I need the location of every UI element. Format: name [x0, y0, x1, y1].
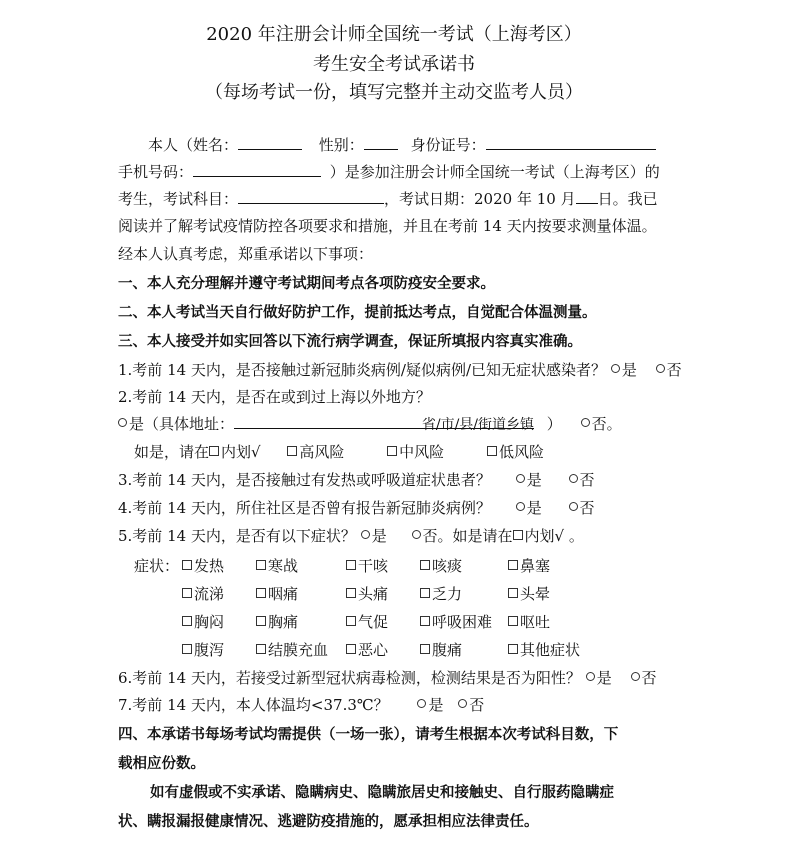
symptom-option[interactable] — [256, 583, 298, 604]
symptom-label: 咽痛 — [268, 585, 299, 603]
radio-circle-icon — [458, 699, 467, 708]
radio-circle-icon — [118, 418, 127, 427]
symptom-label: 寒战 — [268, 557, 299, 575]
q7-no-option[interactable]: 否 — [458, 696, 484, 714]
question-1 — [118, 359, 682, 380]
question-1-text: 1.考前 14 天内，是否接触过新冠肺炎病例/疑似病例/已知无症状感染者？ — [118, 361, 607, 379]
q6-no-option[interactable]: 否 — [631, 669, 657, 687]
question-4 — [118, 497, 595, 518]
checkbox-icon — [182, 560, 192, 570]
q3-yes-option[interactable]: 是 — [516, 471, 542, 489]
radio-circle-icon — [631, 672, 640, 681]
legal-warning-line-2: 状、瞒报漏报健康情况、逃避防疫措施的，愿承担相应法律责任。 — [118, 814, 539, 830]
intro-line-1 — [148, 134, 656, 155]
commitment-3: 三、本人接受并如实回答以下流行病学调查，保证所填报内容真实准确。 — [118, 334, 582, 350]
checkbox-icon — [513, 530, 523, 540]
checkbox-icon — [182, 616, 192, 626]
checkbox-icon — [387, 446, 397, 456]
question-5 — [118, 525, 584, 546]
symptom-label: 胸闷 — [194, 613, 225, 631]
radio-circle-icon — [417, 699, 426, 708]
gender-field[interactable] — [364, 135, 398, 150]
commitment-1: 一、本人充分理解并遵守考试期间考点各项防疫安全要求。 — [118, 276, 495, 292]
q4-yes-option[interactable]: 是 — [516, 499, 542, 517]
q5-tick-instruction: 内划√ 。 — [524, 527, 584, 545]
commitment-2: 二、本人考试当天自行做好防护工作，提前抵达考点，自觉配合体温测量。 — [118, 305, 597, 321]
subject-label: 考生，考试科目： — [118, 190, 239, 208]
radio-circle-icon — [516, 502, 525, 511]
checkbox-icon — [420, 588, 430, 598]
symptom-option[interactable] — [508, 555, 550, 576]
name-label: 本人（姓名： — [148, 136, 239, 154]
symptom-option[interactable] — [346, 639, 388, 660]
id-number-field[interactable] — [486, 135, 656, 150]
symptom-label: 腹泻 — [194, 641, 225, 659]
symptom-option[interactable] — [182, 555, 224, 576]
checkbox-icon — [256, 588, 266, 598]
symptom-option[interactable] — [346, 611, 388, 632]
legal-warning-line-1: 如有虚假或不实承诺、隐瞒病史、隐瞒旅居史和接触史、自行服药隐瞒症 — [150, 785, 614, 801]
q3-no-option[interactable]: 否 — [569, 471, 595, 489]
checkbox-icon — [508, 560, 518, 570]
symptom-label: 流涕 — [194, 585, 225, 603]
symptom-label: 恶心 — [358, 641, 389, 659]
checkbox-icon — [346, 644, 356, 654]
checkbox-icon — [256, 644, 266, 654]
document-title: 2020 年注册会计师全国统一考试（上海考区） — [206, 24, 582, 45]
question-7 — [118, 694, 484, 715]
q5-yes-option[interactable]: 是 — [361, 527, 387, 545]
question-3-text: 3.考前 14 天内，是否接触过有发热或呼吸道症状患者？ — [118, 471, 491, 489]
symptom-option[interactable] — [256, 611, 298, 632]
question-2-options: 是（具体地址： 省/市/县/街道乡镇 ） 否。 — [118, 413, 622, 434]
radio-circle-icon — [611, 364, 620, 373]
risk-level-line — [134, 441, 544, 462]
radio-circle-icon — [569, 474, 578, 483]
document-instruction: （每场考试一份，填写完整并主动交监考人员） — [205, 82, 583, 103]
q6-yes-option[interactable]: 是 — [586, 669, 612, 687]
risk-low-option[interactable]: 低风险 — [487, 443, 544, 461]
commitment-4-line-1: 四、本承诺书每场考试均需提供（一场一张），请考生根据本次考试科目数，下 — [118, 727, 619, 743]
risk-mid-option[interactable]: 中风险 — [387, 443, 444, 461]
symptom-option[interactable] — [256, 639, 328, 660]
checkbox-icon — [420, 560, 430, 570]
q2-yes-option[interactable]: 是（具体地址： — [118, 415, 234, 433]
gender-label: 性别： — [318, 136, 364, 154]
intro-line-3 — [118, 188, 658, 209]
symptom-option[interactable] — [420, 639, 462, 660]
symptom-label: 结膜充血 — [268, 641, 329, 659]
symptom-label: 发热 — [194, 557, 225, 575]
symptom-option[interactable] — [508, 583, 550, 604]
q1-yes-option[interactable]: 是 — [611, 361, 637, 379]
intro-line-4: 阅读并了解考试疫情防控各项要求和措施，并且在考前 14 天内按要求测量体温。 — [118, 217, 657, 235]
symptom-option[interactable] — [346, 583, 388, 604]
name-field[interactable] — [238, 135, 302, 150]
document-subtitle: 考生安全考试承诺书 — [313, 54, 475, 75]
symptom-option[interactable] — [346, 555, 388, 576]
symptom-option[interactable] — [420, 555, 462, 576]
checkbox-icon — [287, 446, 297, 456]
question-2-text: 2.考前 14 天内，是否在或到过上海以外地方？ — [118, 388, 431, 406]
radio-circle-icon — [516, 474, 525, 483]
q5-no-option[interactable]: 否。如是请在 — [412, 527, 513, 545]
symptom-option[interactable] — [420, 583, 462, 604]
checkbox-icon — [420, 616, 430, 626]
symptom-option[interactable] — [182, 639, 224, 660]
symptom-label: 胸痛 — [268, 613, 299, 631]
intro-text-3: 日。我已 — [597, 190, 658, 208]
checkbox-icon — [346, 616, 356, 626]
intro-text-2: ）是参加注册会计师全国统一考试（上海考区）的 — [329, 163, 660, 181]
radio-circle-icon — [581, 418, 590, 427]
symptom-option[interactable] — [182, 583, 224, 604]
checkbox-icon — [182, 644, 192, 654]
symptoms-label: 症状： — [134, 557, 180, 575]
radio-circle-icon — [569, 502, 578, 511]
q1-no-option[interactable]: 否 — [656, 361, 682, 379]
exam-date-label: ，考试日期：2020 年 10 月 — [384, 190, 576, 208]
question-6-text: 6.考前 14 天内，若接受过新型冠状病毒检测，检测结果是否为阳性？ — [118, 669, 581, 687]
checkbox-icon — [508, 644, 518, 654]
checkbox-icon — [508, 616, 518, 626]
question-4-text: 4.考前 14 天内，所住社区是否曾有报告新冠肺炎病例？ — [118, 499, 491, 517]
symptom-label: 其他症状 — [520, 641, 581, 659]
checkbox-icon — [182, 588, 192, 598]
symptom-label: 鼻塞 — [520, 557, 551, 575]
symptom-option[interactable] — [508, 639, 580, 660]
symptom-option[interactable] — [256, 555, 298, 576]
symptom-label: 气促 — [358, 613, 389, 631]
q2-no-option[interactable]: 否。 — [581, 415, 622, 433]
checkbox-icon — [508, 588, 518, 598]
question-5-text: 5.考前 14 天内，是否有以下症状？ — [118, 527, 356, 545]
symptom-option[interactable] — [182, 611, 224, 632]
symptom-label: 腹痛 — [432, 641, 463, 659]
symptom-option[interactable] — [508, 611, 550, 632]
symptom-label: 头痛 — [358, 585, 389, 603]
q4-no-option[interactable]: 否 — [569, 499, 595, 517]
checkbox-icon — [346, 588, 356, 598]
symptom-label: 干咳 — [358, 557, 389, 575]
question-6 — [118, 667, 657, 688]
symptom-label: 头晕 — [520, 585, 551, 603]
checkbox-icon — [256, 560, 266, 570]
intro-line-2 — [118, 161, 660, 182]
id-number-label: 身份证号： — [410, 136, 486, 154]
question-3 — [118, 469, 595, 490]
symptom-option[interactable] — [420, 611, 492, 632]
symptom-label: 呕吐 — [520, 613, 551, 631]
intro-line-5: 经本人认真考虑，郑重承诺以下事项： — [118, 245, 374, 263]
exam-day-field[interactable] — [576, 189, 598, 204]
symptom-label: 呼吸困难 — [432, 613, 493, 631]
phone-field[interactable] — [193, 162, 321, 177]
radio-circle-icon — [361, 530, 370, 539]
checkbox-icon — [487, 446, 497, 456]
risk-high-option[interactable]: 高风险 — [287, 443, 344, 461]
question-7-text: 7.考前 14 天内，本人体温均<37.3℃？ — [118, 696, 389, 714]
radio-circle-icon — [412, 530, 421, 539]
symptom-label: 咳痰 — [432, 557, 463, 575]
address-suffix: 省/市/县/街道乡镇 — [421, 417, 535, 433]
commitment-4-line-2: 载相应份数。 — [118, 756, 205, 772]
checkbox-icon — [209, 446, 219, 456]
risk-instruction: 如是，请在 内划√ — [134, 443, 261, 461]
radio-circle-icon — [586, 672, 595, 681]
q7-yes-option[interactable]: 是 — [417, 696, 443, 714]
symptom-label: 乏力 — [432, 585, 463, 603]
checkbox-icon — [420, 644, 430, 654]
phone-label: 手机号码： — [118, 163, 194, 181]
subject-field[interactable] — [238, 189, 384, 204]
checkbox-icon — [256, 616, 266, 626]
radio-circle-icon — [656, 364, 665, 373]
checkbox-icon — [346, 560, 356, 570]
